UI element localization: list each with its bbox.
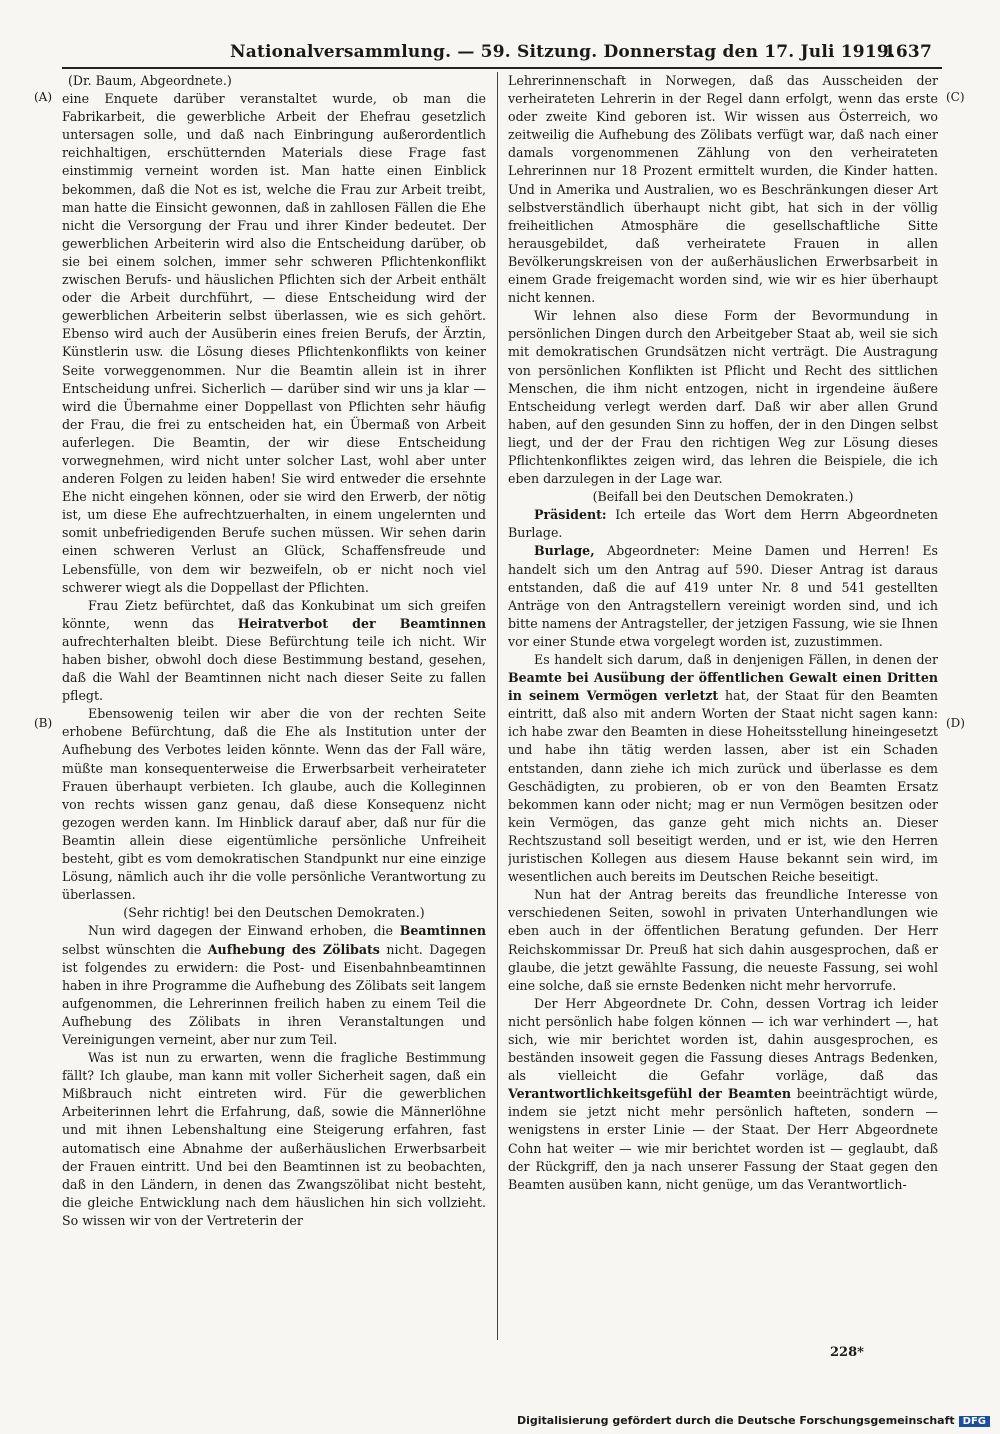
text-span: nicht. Dagegen ist folgendes zu erwidern: die Post- und Eisenbahnbeamtinnen haben in ihre Programme die Aufhebung des Zölibats seit langem aufgenommen, die Lehrerinnen freilich haben zu einem Teil die Aufhebung des Zölibats in ihren Veranstaltungen und Vereinigungen verneint, aber nur zum Teil. — [62, 941, 486, 1047]
text-span: Ich erteile das Wort dem Herrn Abgeordneten Burlage. — [508, 507, 938, 541]
bold-term: Verantwortlichkeitsgefühl der Beamten — [508, 1086, 792, 1102]
applause-note: (Beifall bei den Deutschen Demokraten.) — [592, 489, 854, 505]
header-title: Nationalversammlung. — 59. Sitzung. Donnerstag den 17. Juli 1919. — [230, 42, 896, 62]
bold-term: Aufhebung des Zölibats — [207, 941, 380, 957]
page-header — [62, 38, 942, 68]
text-span: Abgeordneter: Meine Damen und Herren! Es handelt sich um den Antrag auf 590. Dieser Antrag ist daraus entstanden, daß die auf 419 unter Nr. 8 und 541 gestellten Anträge von den Antragstellern vereinigt worden sind, und ich bitte namens der Antragsteller, der jetzigen Fassung, wie sie Ihnen vor einer Stunde etwa vorgelegt worden ist, zuzustimmen. — [508, 543, 938, 649]
paragraph — [62, 922, 486, 1049]
text-span: aufrechterhalten bleibt. Diese Befürchtung teile ich nicht. Wir haben bisher, obwohl doch diese Bestimmung bestand, gesehen, daß die Wahl der Beamtinnen nicht nach dieser Seite zu fallen pflegt. — [62, 633, 486, 704]
dfg-logo-icon: DFG — [959, 1416, 990, 1427]
text-span: selbst wünschten die — [62, 941, 208, 957]
column-divider — [497, 72, 498, 1340]
speaker-label: Präsident: — [534, 507, 607, 523]
bold-term: Beamtinnen — [399, 923, 486, 939]
bold-term: Heiratverbot der Beamtinnen — [237, 615, 486, 631]
burlage-speech — [508, 542, 938, 651]
margin-marker-b: (B) — [34, 716, 53, 730]
speaker-label: Burlage, — [534, 543, 595, 559]
left-column — [62, 72, 486, 1340]
footer-credit — [517, 1414, 990, 1427]
applause-note: (Sehr richtig! bei den Deutschen Demokraten.) — [123, 905, 425, 921]
footer-text: Digitalisierung gefördert durch die Deutsche Forschungsgemeinschaft — [516, 1414, 955, 1427]
margin-marker-c: (C) — [946, 90, 965, 104]
header-rule — [62, 67, 942, 69]
paragraph — [508, 995, 938, 1194]
text-span: Nun wird dagegen der Einwand erhoben, die — [88, 923, 400, 939]
speaker-note: (Dr. Baum, Abgeordnete.) — [68, 73, 232, 88]
president-remark — [508, 506, 938, 542]
text-span: Der Herr Abgeordnete Dr. Cohn, dessen Vortrag ich leider nicht persönlich habe folgen können — ich war verhindert —, hat sich, wie mir berichtet worden ist, dahin ausgesprochen, es beständen insoweit gegen die Fassung dieses Antrags Bedenken, als vielleicht die Gefahr vorläge, daß das — [508, 995, 938, 1084]
text-span: beeinträchtigt würde, indem sie jetzt nicht mehr persönlich hafteten, sondern — wenigstens in erster Linie — der Staat. Der Herr Abgeordnete Cohn hat weiter — wie mir berichtet worden ist — geglaubt, daß der Rückgriff, den ja nach unserer Fassung der Staat gegen den Beamten ausüben kann, nicht genüge, um das Verantwortlich- — [508, 1086, 938, 1192]
right-column — [508, 72, 938, 1340]
margin-marker-a: (A) — [34, 90, 53, 104]
bold-term: Beamte bei Ausübung der öffentlichen Gewalt einen Dritten in seinem Vermögen verletzt — [508, 670, 938, 704]
margin-marker-d: (D) — [946, 716, 965, 730]
text-span: Frau Zietz befürchtet, daß das Konkubinat um sich greifen könnte, wenn das — [62, 597, 486, 631]
paragraph: eine Enquete darüber veranstaltet wurde, ob man die Fabrikarbeit, die gewerbliche Arbeit der Ehefrau gesetzlich untersagen solle, und daß nach Einbringung außerordentlich reichhaltigen, erschütternden Materials diese Frage fast einstimmig verneint worden ist. Man hatte einen Einblick bekommen, daß die Not es ist, welche die Frau zur Arbeit treibt, man hatte die Einsicht gewonnen, daß in zahllosen Fällen die Ehe nicht die Versorgung der Frau und ihrer Kinder bedeutet. Der gewerblichen Arbeiterin wird also die Entscheidung darüber, ob sie bei einem solchen, immer sehr schweren Pflichtenkonflikt zwischen Berufs- und häuslichen Pflichten sich der Arbeit enthält oder die Arbeit durchführt, — diese Entscheidung wird der gewerblichen Arbeiterin selbst überlassen, wie es sich gehört. Ebenso wird auch der Ausüberin eines freien Berufs, der Ärztin, Künstlerin usw. die Lösung dieses Pflichtenkonflikts von keiner Seite vorweggenommen. Nur die Beamtin allein ist in ihrer Entscheidung unfrei. Sicherlich — darüber sind wir uns ja klar — wird die Übernahme einer Doppellast von Pflichten sehr häufig der Frau, die frei zu entscheiden hat, ein Übermaß von Arbeit auferlegen. Die Beamtin, der wir diese Entscheidung vorwegnehmen, wird nicht unter solcher Last, wohl aber unter anderen Folgen zu leiden haben! Sie wird entweder die ersehnte Ehe nicht eingehen können, oder sie wird den Erwerb, der nötig ist, um diese Ehe aufrechtzuerhalten, in einem ungelernten und somit unbefriedigenden Berufe suchen müssen. Wir sehen darin einen schweren Verlust an Glück, Schaffensfreude und Lebensfülle, von dem wir bezweifeln, ob er nicht noch viel schwerer wiegt als die Doppellast der Pflichten. — [62, 91, 486, 595]
paragraph: Lehrerinnenschaft in Norwegen, daß das Ausscheiden der verheirateten Lehrerin in der Regel dann erfolgt, wenn das erste oder zweite Kind geboren ist. Wir wissen aus Österreich, wo zeitweilig die Aufhebung des Zölibats verfügt war, daß nach einer damals vorgenommenen Zählung von den verheirateten Lehrerinnen nur 18 Prozent ermittelt wurden, die Kinder hatten. Und in Amerika und Australien, wo es Beschränkungen dieser Art selbstverständlich überhaupt nicht gibt, hat sich in der völlig freiheitlichen Atmosphäre die gesellschaftliche Sitte herausgebildet, daß verheiratete Frauen in allen Bevölkerungskreisen von der außerhäuslichen Erwerbsarbeit in einem Grade freigemacht worden sind, wie wir es hier überhaupt nicht kennen. — [508, 73, 938, 306]
paragraph: Ebensowenig teilen wir aber die von der rechten Seite erhobene Befürchtung, daß die Ehe als Institution unter der Aufhebung des Verbotes leiden könnte. Wenn das der Fall wäre, müßte man konsequenterweise die Erwerbsarbeit verheirateter Frauen überhaupt verbieten. Ich glaube, auch die Kolleginnen von rechts wissen ganz genau, daß diese Konsequenz nicht gezogen werden kann. Im Hinblick darauf aber, daß nur für die Beamtin allein diese eigentümliche persönliche Unfreiheit besteht, gibt es vom demokratischen Standpunkt nur eine einzige Lösung, nämlich auch ihr die volle persönliche Verantwortung zu überlassen. — [62, 706, 486, 903]
signature-mark: 228* — [830, 1345, 864, 1360]
paragraph: Nun hat der Antrag bereits das freundliche Interesse von verschiedenen Seiten, sowohl in privaten Unterhandlungen wie eben auch in der öffentlichen Beratung gefunden. Der Herr Reichskommissar Dr. Preuß hat sich dahin ausgesprochen, daß er glaube, die jetzt gewählte Fassung, die neueste Fassung, sei wohl eine solche, daß sie ernste Bedenken nicht mehr hervorrufe. — [508, 887, 938, 993]
paragraph — [508, 651, 938, 886]
text-span: hat, der Staat für den Beamten eintritt, daß also mit andern Worten der Staat nicht sagen kann: ich habe zwar den Beamten in diese Hoheitsstellung hineingesetzt und habe ihn tätig werden lassen, aber ist ein Schaden entstanden, dann ziehe ich mich zurück und überlasse es dem Geschädigten, zu probieren, ob er von den Beamten Ersatz bekommen kann oder nicht; mag er nun Vermögen besitzen oder kein Vermögen, das ganze geht mich nichts an. Dieser Rechtszustand soll beseitigt werden, und er ist, wie den Herren juristischen Kollegen aus diesem Hause bekannt sein wird, im wesentlichen auch bereits im Deutschen Reiche beseitigt. — [508, 688, 938, 885]
paragraph: Was ist nun zu erwarten, wenn die fragliche Bestimmung fällt? Ich glaube, man kann mit voller Sicherheit sagen, daß ein Mißbrauch nicht eintreten wird. Für die gewerblichen Arbeiterinnen lehrt die Erfahrung, daß, sowie die Männerlöhne und mit ihnen Lebenshaltung eine Steigerung erfahren, fast automatisch eine Abnahme der außerhäuslichen Erwerbsarbeit der Frauen eintritt. Und bei den Beamtinnen ist zu beobachten, daß in den Ländern, in denen das Zwangszölibat nicht besteht, die gleiche Entwicklung nach dem häuslichen hin sich vollzieht. So wissen wir von der Vertreterin der — [62, 1050, 486, 1228]
paragraph — [62, 597, 486, 706]
page-number: 1637 — [883, 42, 932, 62]
text-span: Es handelt sich darum, daß in denjenigen Fällen, in denen der — [534, 652, 938, 667]
paragraph: Wir lehnen also diese Form der Bevormundung in persönlichen Dingen durch den Arbeitgeber Staat ab, weil sie sich mit demokratischen Grundsätzen nicht verträgt. Die Austragung von persönlichen Konflikten ist Pflicht und Recht des sittlichen Menschen, die ihm nicht entzogen, nicht in irgendeine äußere Entscheidung verlegt werden darf. Daß wir aber allen Grund haben, auf den gesunden Sinn zu hoffen, der in den Dingen selbst liegt, und der der Frau den richtigen Weg zur Lösung dieses Pflichtenkonfliktes zeigen wird, das lehren die Beispiele, die ich eben darzulegen in der Lage war. — [508, 308, 938, 487]
